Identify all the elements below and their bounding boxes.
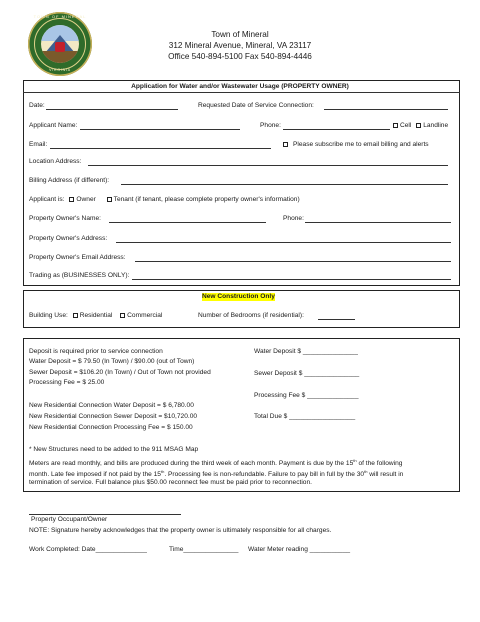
form-title: Application for Water and/or Wastewater Usage (PROPERTY OWNER) xyxy=(131,83,349,90)
signature-line[interactable] xyxy=(29,514,181,515)
owner-label: Owner xyxy=(76,196,96,203)
phone-field[interactable] xyxy=(283,129,390,130)
subscribe-checkbox[interactable] xyxy=(283,142,288,147)
tenant-label: Tenant (if tenant, please complete property owner's information) xyxy=(113,196,300,203)
processing-fee-rate: Processing Fee = $ 25.00 xyxy=(29,379,105,386)
water-deposit-field[interactable]: Water Deposit $ _______________ xyxy=(254,348,358,355)
landline-checkbox[interactable] xyxy=(416,123,421,128)
billing-terms-text-2: of the following xyxy=(356,460,403,468)
owner-name-field[interactable] xyxy=(109,222,266,223)
billing-address-field[interactable] xyxy=(121,184,448,185)
owner-phone-field[interactable] xyxy=(305,222,451,223)
owner-name-label: Property Owner's Name: xyxy=(29,215,101,222)
new-construction-title: New Construction Only xyxy=(202,293,275,300)
applicant-name-label: Applicant Name: xyxy=(29,122,78,129)
new-sewer-deposit: New Residential Connection Sewer Deposit = $10,720.00 xyxy=(29,413,198,420)
water-meter-reading[interactable]: Water Meter reading ___________ xyxy=(248,546,351,553)
date-label: Date: xyxy=(29,102,45,109)
owner-address-field[interactable] xyxy=(116,242,451,243)
cell-label: Cell xyxy=(400,122,412,129)
occupant-owner-label: Property Occupant/Owner xyxy=(31,516,108,523)
billing-terms-line2 xyxy=(29,468,403,479)
owner-phone-label: Phone: xyxy=(283,215,304,222)
commercial-checkbox[interactable] xyxy=(120,313,125,318)
location-address-label: Location Address: xyxy=(29,158,82,165)
applicant-is-label: Applicant is: xyxy=(29,196,65,203)
applicant-name-field[interactable] xyxy=(80,129,240,130)
residential-label: Residential xyxy=(79,312,113,319)
town-phone-fax: Office 540-894-5100 Fax 540-894-4446 xyxy=(168,52,312,61)
owner-address-label: Property Owner's Address: xyxy=(29,235,108,242)
building-use-label: Building Use: xyxy=(29,312,68,319)
cell-checkbox[interactable] xyxy=(393,123,398,128)
commercial-label: Commercial xyxy=(127,312,163,319)
landline-label: Landline xyxy=(423,122,449,129)
date-field[interactable] xyxy=(46,109,178,110)
billing-terms-text-1: Meters are read monthly, and bills are produced during the third week of each month. Payment is due by the 15 xyxy=(29,460,354,468)
town-address: 312 Mineral Avenue, Mineral, VA 23117 xyxy=(168,41,312,50)
superscript-th-2: th xyxy=(160,469,165,474)
billing-terms-text-5: will result in xyxy=(367,471,404,479)
service-date-field[interactable] xyxy=(324,109,448,110)
subscribe-label: Please subscribe me to email billing and alerts xyxy=(293,141,429,148)
trading-as-field[interactable] xyxy=(132,279,451,280)
billing-terms-line1 xyxy=(29,457,402,468)
trading-as-label: Trading as (BUSINESSES ONLY): xyxy=(29,272,130,279)
billing-terms-text-3: month. Late fee imposed if not paid by the 15 xyxy=(29,471,161,479)
seal-bottom-text: VIRGINIA xyxy=(49,68,71,72)
form-title-divider xyxy=(23,92,460,93)
sewer-deposit-rate: Sewer Deposit = $106.20 (In Town) / Out of Town not provided xyxy=(29,369,211,376)
work-completed-date[interactable]: Work Completed: Date______________ xyxy=(29,546,147,553)
sewer-deposit-field[interactable]: Sewer Deposit $ _______________ xyxy=(254,370,360,377)
location-address-field[interactable] xyxy=(88,165,448,166)
water-deposit-rate: Water Deposit = $ 79.50 (In Town) / $90.00 (out of Town) xyxy=(29,358,195,365)
processing-fee-field[interactable]: Processing Fee $ ______________ xyxy=(254,392,359,399)
town-name: Town of Mineral xyxy=(211,30,269,39)
billing-terms-line3: termination of service. Full balance plus $50.00 reconnect fee must be paid prior to reconnection. xyxy=(29,479,312,486)
email-label: Email: xyxy=(29,141,48,148)
new-water-deposit: New Residential Connection Water Deposit = $ 6,780.00 xyxy=(29,402,194,409)
deposit-note: Deposit is required prior to service connection xyxy=(29,348,163,355)
msag-note: * New Structures need to be added to the 911 MSAG Map xyxy=(29,446,199,453)
signature-note: NOTE: Signature hereby acknowledges that the property owner is ultimately responsible for all charges. xyxy=(29,527,332,534)
superscript-th-1: th xyxy=(353,458,357,463)
owner-email-field[interactable] xyxy=(135,261,451,262)
superscript-th-3: th xyxy=(364,469,368,474)
residential-checkbox[interactable] xyxy=(73,313,78,318)
seal-top-text: TOWN OF MINERAL xyxy=(33,14,87,19)
email-field[interactable] xyxy=(50,148,271,149)
bedrooms-field[interactable] xyxy=(318,319,355,320)
service-date-label: Requested Date of Service Connection: xyxy=(198,102,314,109)
owner-checkbox[interactable] xyxy=(69,197,74,202)
bedrooms-label: Number of Bedrooms (if residential): xyxy=(198,312,304,319)
billing-address-label: Billing Address (if different): xyxy=(29,177,110,184)
new-processing-fee: New Residential Connection Processing Fee = $ 150.00 xyxy=(29,424,193,431)
phone-label: Phone: xyxy=(260,122,281,129)
total-due-field[interactable]: Total Due $ __________________ xyxy=(254,413,356,420)
owner-email-label: Property Owner's Email Address: xyxy=(29,254,126,261)
tenant-checkbox[interactable] xyxy=(107,197,112,202)
work-completed-time[interactable]: Time_______________ xyxy=(169,546,239,553)
billing-terms-text-4: . Processing fee is non-refundable. Failure to pay bill in full by the 30 xyxy=(164,471,365,479)
